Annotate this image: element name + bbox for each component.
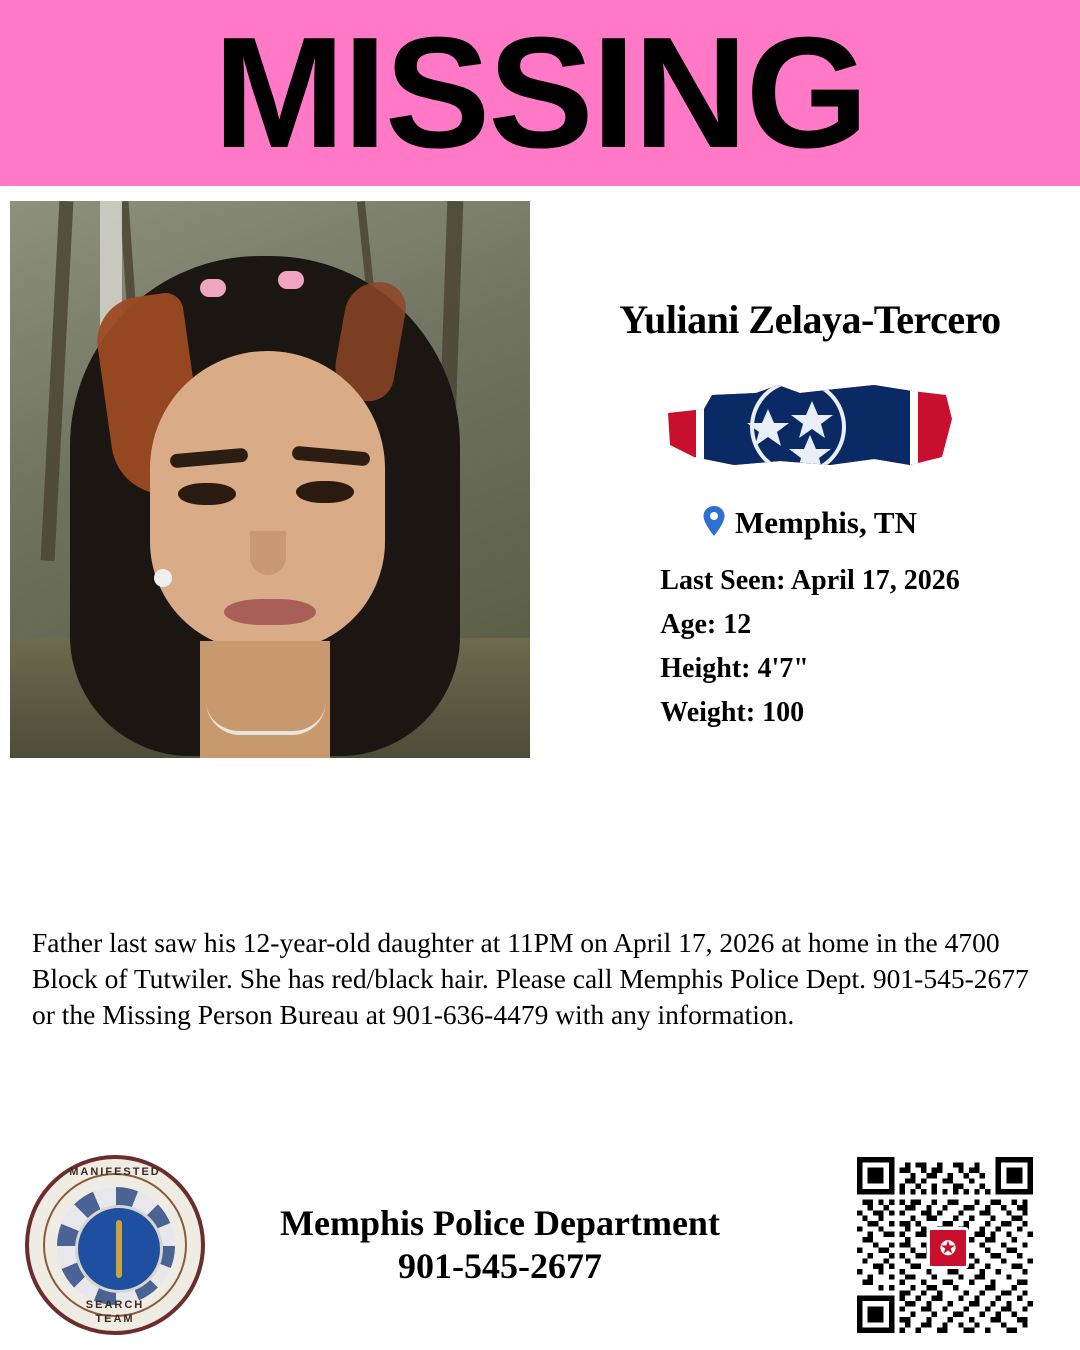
- person-name: Yuliani Zelaya-Tercero: [619, 297, 1001, 342]
- narrative-text: Father last saw his 12-year-old daughter at 11PM on April 17, 2026 at home in the 4700 Block of Tutwiler. She has red/black hair. Please call Memphis Police Dept. 901-545-2677 or the Missing Person Bureau at 901-636-4479 with any information.: [32, 927, 1029, 1030]
- tennessee-state-flag-shape: [660, 379, 960, 475]
- agency-phone: 901-545-2677: [398, 1246, 602, 1286]
- logo-text-bottom-2: TEAM: [95, 1313, 135, 1325]
- eye-shape: [178, 483, 236, 505]
- qr-center-badge: ✪: [927, 1227, 969, 1269]
- state-shape-wrapper: [560, 379, 1060, 475]
- hair-bow-shape: [278, 271, 304, 289]
- photo-column: [0, 201, 530, 758]
- agency-name: Memphis Police Department: [280, 1202, 720, 1243]
- page-title: MISSING: [213, 5, 867, 181]
- detail-list: [660, 553, 959, 729]
- detail-last-seen: Last Seen: April 17, 2026: [660, 565, 960, 596]
- agency-block: [230, 1202, 830, 1288]
- main-content: [0, 186, 1080, 758]
- detail-age: Age: 12: [660, 609, 752, 640]
- qr-wrapper: [830, 1157, 1080, 1333]
- logo-text-top: MANIFESTED: [69, 1166, 161, 1178]
- detail-height: Height: 4'7": [660, 653, 809, 684]
- missing-banner: [0, 0, 1080, 186]
- footer: [0, 1140, 1080, 1350]
- map-pin-icon: [703, 506, 725, 541]
- mouth-shape: [224, 599, 316, 625]
- rod-of-asclepius-icon: [116, 1220, 122, 1278]
- location-line: [560, 505, 1060, 541]
- earring-shape: [154, 569, 172, 587]
- hair-bow-shape: [200, 279, 226, 297]
- nose-shape: [250, 531, 286, 575]
- neck-shape: [200, 641, 330, 758]
- missing-person-photo: [10, 201, 530, 758]
- logo-text-bottom: SEARCH: [85, 1299, 145, 1311]
- qr-code-icon[interactable]: [857, 1157, 1033, 1333]
- eye-shape: [296, 481, 354, 503]
- detail-weight: Weight: 100: [660, 697, 805, 728]
- logo-wrapper: [0, 1155, 230, 1335]
- manifested-search-team-logo: [25, 1155, 205, 1335]
- star-of-life-icon: [75, 1205, 163, 1293]
- location-text: Memphis, TN: [734, 505, 917, 540]
- info-column: [530, 201, 1080, 729]
- necklace-shape: [206, 701, 326, 735]
